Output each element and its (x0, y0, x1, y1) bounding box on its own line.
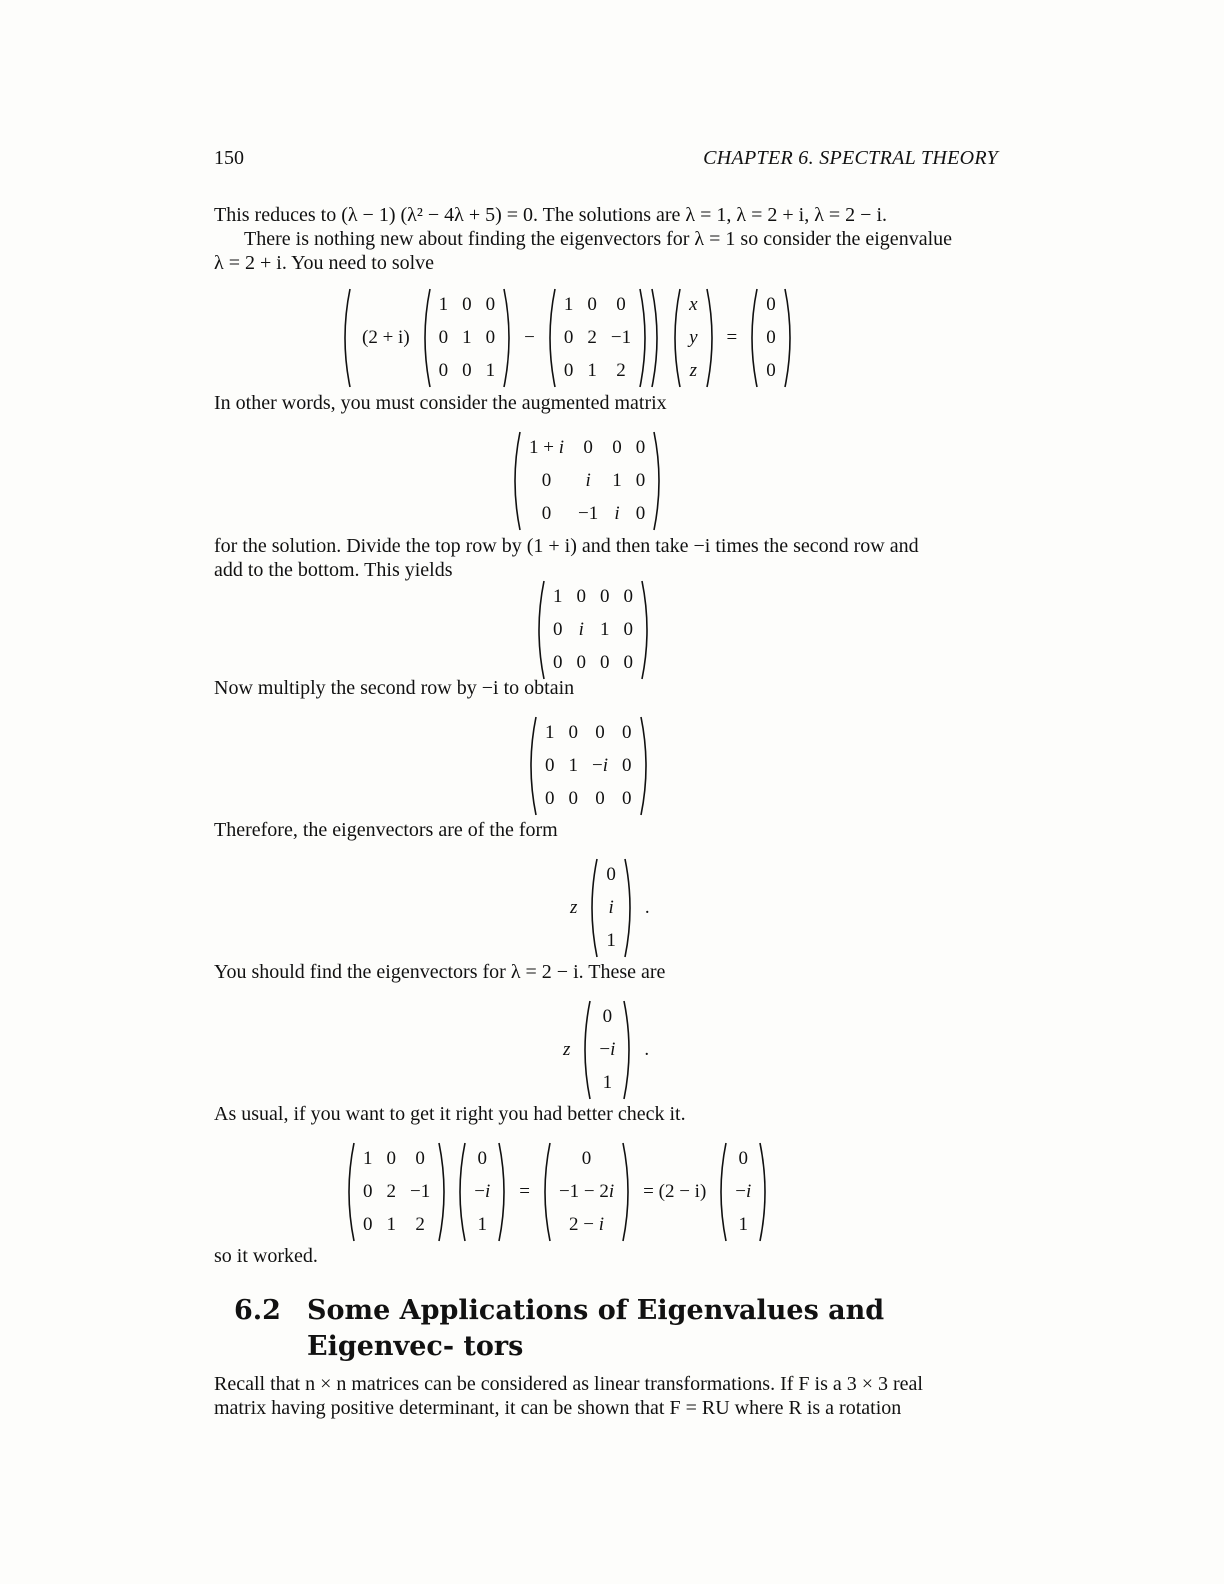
matrix-cell: 1 (600, 618, 610, 640)
right-paren (758, 1142, 770, 1242)
paragraph-intro (214, 203, 998, 275)
matrix-cell: 0 (485, 293, 496, 315)
matrix-cell: 0 (545, 788, 555, 810)
matrix-cell: 0 (595, 788, 605, 810)
matrix-cell: 0 (623, 618, 633, 640)
augmented-matrix-1 (510, 431, 664, 531)
left-paren (455, 1142, 467, 1242)
matrix-cell: 1 (587, 360, 597, 382)
matrix-cell: 1 (612, 469, 622, 491)
vector-table (682, 288, 704, 388)
matrix-table (522, 431, 652, 531)
eigenvector-1 (560, 858, 660, 958)
outer-bracket (340, 288, 662, 388)
matrix-cell: 2 (616, 360, 626, 382)
augmented-matrix-2 (534, 580, 652, 680)
matrix-table (538, 716, 639, 816)
vector-table (552, 1142, 621, 1242)
left-paren (344, 1142, 356, 1242)
matrix-cell: 1 + i (529, 436, 564, 458)
left-paren (747, 288, 759, 388)
running-head: CHAPTER 6. SPECTRAL THEORY (703, 147, 998, 169)
right-paren (621, 1142, 633, 1242)
zero-vector (747, 288, 795, 388)
left-paren (587, 858, 599, 958)
matrix-cell: 1 (386, 1214, 396, 1236)
right-paren (622, 1000, 634, 1100)
right-paren (638, 288, 650, 388)
matrix-cell: 0 (462, 360, 472, 382)
matrix-cell: −1 (578, 503, 599, 525)
text-line: for the solution. Divide the top row by (1 + i) and then take −i times the second row and (214, 535, 919, 557)
matrix-cell: −1 (610, 326, 632, 348)
identity-matrix (420, 288, 515, 388)
matrix-cell: 0 (622, 788, 632, 810)
left-paren (420, 288, 432, 388)
section-title: Some Applications of Eigenvalues and Eigenvec- tors (307, 1295, 885, 1362)
text-line: so it worked. (214, 1245, 318, 1267)
vector-cell: 2 − i (569, 1214, 605, 1236)
text-line: Therefore, the eigenvectors are of the form (214, 819, 558, 841)
variable-vector (670, 288, 716, 388)
left-paren (580, 1000, 592, 1100)
equals-scalar: = (2 − i) (643, 1181, 707, 1202)
vector-table (592, 1000, 622, 1100)
period: . (644, 897, 650, 918)
matrix-cell: 0 (553, 652, 563, 674)
matrix-cell: 2 (587, 326, 597, 348)
vector-cell: 0 (602, 1005, 613, 1027)
matrix-cell: 0 (541, 503, 552, 525)
matrix-cell: 0 (622, 721, 632, 743)
matrix-table (546, 580, 640, 680)
paragraph-row-ops (214, 534, 998, 582)
matrix-table (356, 1142, 437, 1242)
vector-cell: 0 (606, 863, 616, 885)
matrix-cell: 0 (363, 1214, 373, 1236)
vector-cell: 0 (581, 1147, 592, 1169)
matrix-cell: 0 (595, 721, 605, 743)
matrix-cell: 0 (415, 1147, 425, 1169)
left-paren (716, 1142, 728, 1242)
matrix-cell: 0 (386, 1147, 396, 1169)
right-paren (705, 288, 717, 388)
matrix-cell: i (614, 503, 620, 525)
vector-cell: y (689, 326, 698, 348)
matrix-cell: 0 (612, 436, 622, 458)
matrix-cell: 0 (587, 293, 597, 315)
text-line: As usual, if you want to get it right you had better check it. (214, 1103, 686, 1125)
vector-cell: 0 (766, 326, 776, 348)
result-vector (540, 1142, 633, 1242)
vector-cell: −1 − 2i (558, 1180, 615, 1202)
text-line: add to the bottom. This yields (214, 559, 453, 581)
matrix-cell: 0 (583, 436, 593, 458)
vector-cell: 1 (602, 1072, 613, 1094)
left-paren (510, 431, 522, 531)
matrix-table (557, 288, 638, 388)
text-line: Now multiply the second row by −i to obtain (214, 677, 575, 699)
matrix-cell: 0 (545, 754, 555, 776)
matrix-cell: i (578, 618, 584, 640)
matrix-cell: 1 (438, 293, 449, 315)
left-paren (545, 288, 557, 388)
vector-cell: x (689, 293, 698, 315)
matrix-cell: 2 (415, 1214, 425, 1236)
vector-cell: −i (599, 1038, 616, 1060)
matrix-cell: 1 (485, 360, 496, 382)
vector-cell: 1 (738, 1214, 749, 1236)
text-line: λ = 2 + i. You need to solve (214, 252, 435, 274)
matrix-cell: 0 (622, 754, 632, 776)
matrix-cell: 0 (485, 326, 496, 348)
text-line: Recall that n × n matrices can be considered as linear transformations. If F is a 3 × 3 real (214, 1373, 923, 1395)
left-paren (534, 580, 546, 680)
matrix-cell: 0 (600, 652, 610, 674)
vector-cell: 1 (606, 930, 616, 952)
matrix-cell: 0 (616, 293, 626, 315)
eigenvector-2 (553, 1000, 659, 1100)
vector-cell: −i (474, 1180, 491, 1202)
equals-sign: = (726, 327, 738, 348)
matrix-cell: −1 (410, 1180, 431, 1202)
matrix-cell: 1 (545, 721, 555, 743)
vector-table (467, 1142, 497, 1242)
matrix-cell: 1 (568, 754, 578, 776)
matrix-cell: 2 (386, 1180, 396, 1202)
left-paren (540, 1142, 552, 1242)
vector-table (728, 1142, 758, 1242)
vector-v2 (716, 1142, 770, 1242)
vector-cell: z (689, 360, 698, 382)
paragraph-augmented (214, 391, 998, 415)
right-paren (497, 1142, 509, 1242)
vector-cell: 0 (477, 1147, 487, 1169)
right-paren (437, 1142, 449, 1242)
matrix-cell: −i (592, 754, 608, 776)
matrix-cell: 0 (563, 360, 574, 382)
text-line: matrix having positive determinant, it can be shown that F = RU where R is a rotation (214, 1397, 902, 1419)
left-paren (340, 288, 352, 388)
paragraph-multiply (214, 676, 998, 700)
coefficient: z (563, 1039, 571, 1060)
matrix-cell: 1 (363, 1147, 373, 1169)
matrix-cell: 1 (553, 585, 563, 607)
augmented-matrix-3 (526, 716, 651, 816)
vector-cell: 0 (738, 1147, 749, 1169)
equation-eigen-system (340, 288, 795, 388)
check-equation (344, 1142, 770, 1242)
matrix-a (344, 1142, 449, 1242)
vector-cell: 0 (766, 293, 776, 315)
vector-cell: i (608, 896, 614, 918)
paragraph-check (214, 1102, 998, 1126)
matrix-cell: 0 (635, 469, 646, 491)
matrix-cell: 0 (568, 788, 578, 810)
paragraph-worked (214, 1244, 998, 1268)
paragraph-second-eigen (214, 960, 998, 984)
scalar: (2 + i) (362, 327, 410, 348)
vector-table (599, 858, 623, 958)
matrix-a (545, 288, 650, 388)
matrix-cell: 0 (635, 436, 646, 458)
matrix-cell: 1 (462, 326, 472, 348)
page-number: 150 (214, 147, 244, 169)
minus-sign: − (524, 327, 535, 348)
paragraph-applications (214, 1372, 998, 1420)
matrix-cell: 0 (623, 652, 633, 674)
matrix-cell: 0 (438, 326, 449, 348)
matrix-cell: 0 (576, 585, 586, 607)
vector-v (455, 1142, 509, 1242)
text-line: In other words, you must consider the augmented matrix (214, 392, 667, 414)
vector-cell: 0 (766, 360, 776, 382)
vector-table (759, 288, 783, 388)
text-line: This reduces to (λ − 1) (λ² − 4λ + 5) = 0. The solutions are λ = 1, λ = 2 + i, λ = 2 − i. (214, 204, 888, 226)
matrix-cell: 0 (635, 503, 646, 525)
vector-cell: −i (735, 1180, 752, 1202)
matrix-cell: 0 (600, 585, 610, 607)
text-line: You should find the eigenvectors for λ = 2 − i. These are (214, 961, 666, 983)
left-paren (670, 288, 682, 388)
right-paren (783, 288, 795, 388)
matrix-cell: i (585, 469, 591, 491)
matrix-cell: 0 (541, 469, 552, 491)
matrix-cell: 0 (563, 326, 574, 348)
matrix-cell: 0 (438, 360, 449, 382)
coefficient: z (570, 897, 578, 918)
period: . (644, 1039, 650, 1060)
equals-sign: = (519, 1181, 530, 1202)
section-number: 6.2 (234, 1295, 281, 1326)
right-paren (639, 716, 651, 816)
matrix-cell: 0 (363, 1180, 373, 1202)
right-paren (640, 580, 652, 680)
right-paren (650, 288, 662, 388)
matrix-cell: 0 (553, 618, 563, 640)
matrix-table (432, 288, 503, 388)
matrix-cell: 0 (462, 293, 472, 315)
matrix-cell: 0 (623, 585, 633, 607)
left-paren (526, 716, 538, 816)
vector-cell: 1 (477, 1214, 487, 1236)
paragraph-form (214, 818, 998, 842)
matrix-cell: 0 (568, 721, 578, 743)
right-paren (502, 288, 514, 388)
right-paren (652, 431, 664, 531)
right-paren (623, 858, 635, 958)
matrix-cell: 0 (576, 652, 586, 674)
text-line: There is nothing new about finding the eigenvectors for λ = 1 so consider the eigenvalue (244, 228, 952, 250)
matrix-cell: 1 (563, 293, 574, 315)
